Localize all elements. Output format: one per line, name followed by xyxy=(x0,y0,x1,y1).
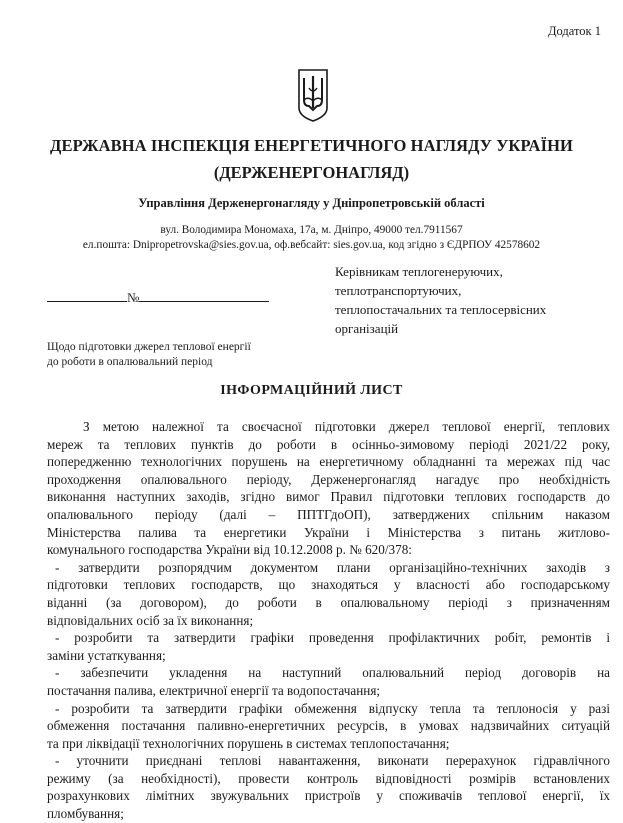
document-title: ІНФОРМАЦІЙНИЙ ЛИСТ xyxy=(220,383,403,398)
org-name: ДЕРЖАВНА ІНСПЕКЦІЯ ЕНЕРГЕТИЧНОГО НАГЛЯДУ УКРАЇНИ xyxy=(50,136,573,155)
number-blank xyxy=(139,289,269,302)
body-line: обмеження постачання паливно-енергетичних ресурсів, в умовах надзвичайних ситуацій xyxy=(47,718,610,734)
body-line: опалювального періоду (далі – ППТГдоОП), затверджених спільним наказом xyxy=(47,506,610,522)
recipients-block xyxy=(335,262,605,338)
appendix-label: Додаток 1 xyxy=(548,24,601,38)
body-line: Міністерства палива та енергетики України і Міністерства з питань житлово- xyxy=(47,524,610,540)
registration-line xyxy=(47,289,275,306)
body-line: - забезпечити укладення на наступний опалювальний період договорів на xyxy=(55,665,610,681)
org-short-name: (ДЕРЖЕНЕРГОНАГЛЯД) xyxy=(213,163,410,182)
body-line: відповідальних осіб за їх виконання; xyxy=(47,612,254,628)
number-sign: № xyxy=(127,290,140,305)
letter-body xyxy=(47,418,610,823)
body-line: - розробити та затвердити графіки обмеження відпуску тепла та теплоносія у разі xyxy=(55,700,610,716)
body-line: розрахункових лімітних звужувальних пристроїв у споживачів теплової енергії, їх xyxy=(47,788,610,804)
recipient-line: теплотранспортуючих, xyxy=(335,283,462,298)
subject-line: до роботи в опалювальний період xyxy=(47,356,213,368)
body-line: постачання палива, електричної енергії та водопостачання; xyxy=(47,682,381,698)
body-line: З метою належної та своєчасної підготовки джерел теплової енергії, теплових xyxy=(83,419,610,434)
body-line: та при ліквідації технологічних порушень в системах теплопостачання; xyxy=(47,735,450,751)
department-name: Управління Держенергонагляду у Дніпропетровській області xyxy=(138,196,485,210)
body-line: - розробити та затвердити графіки проведення профілактичних робіт, ремонтів і xyxy=(55,630,610,646)
body-line: попередженню технологічних порушень на енергетичному обладнанні та мережах під час xyxy=(47,454,610,470)
date-blank xyxy=(47,289,127,302)
body-line: проходження опалювального періоду, Держенергонагляд нагадує про необхідність xyxy=(47,471,610,487)
body-line: - затвердити розпорядчим документом плани організаційно-технічних заходів з xyxy=(55,559,610,575)
body-line: виконання наступних заходів, згідно вимог Правил підготовки теплових господарств до xyxy=(47,489,610,505)
body-line: заміни устаткування; xyxy=(47,647,166,663)
body-line: пломбування; xyxy=(47,806,124,822)
subject-line: Щодо підготовки джерел теплової енергії xyxy=(47,341,251,353)
address-line-1: вул. Володимира Мономаха, 17а, м. Дніпро, 49000 тел.7911567 xyxy=(160,224,463,236)
body-line: комунального господарства України від 10.12.2008 р. № 620/378: xyxy=(47,542,412,558)
recipient-line: теплопостачальних та теплосервісних xyxy=(335,302,547,317)
body-line: підготовки теплових господарств, що знаходяться у власності або господарському xyxy=(47,577,610,593)
recipient-line: організацій xyxy=(335,321,399,336)
subject-block xyxy=(47,340,297,370)
body-line: віданні (за договором), до роботи в опалювальному періоді з призначенням xyxy=(47,594,610,610)
body-line: режиму (за необхідності), провести контроль відповідності розмірів встановлених xyxy=(47,770,610,786)
address-line-2: ел.пошта: Dnipropetrovska@sies.gov.ua, оф.вебсайт: sies.gov.ua, код згідно з ЄДРПОУ 42578602 xyxy=(82,239,541,251)
body-line: мереж та теплових пунктів до роботи в осінньо-зимовому періоді 2021/22 року, xyxy=(47,436,610,452)
body-line: - уточнити приєднані теплові навантаження, виконати перерахунок гідравлічного xyxy=(55,753,610,769)
trident-emblem-icon xyxy=(297,68,329,122)
recipient-line: Керівникам теплогенеруючих, xyxy=(335,264,503,279)
